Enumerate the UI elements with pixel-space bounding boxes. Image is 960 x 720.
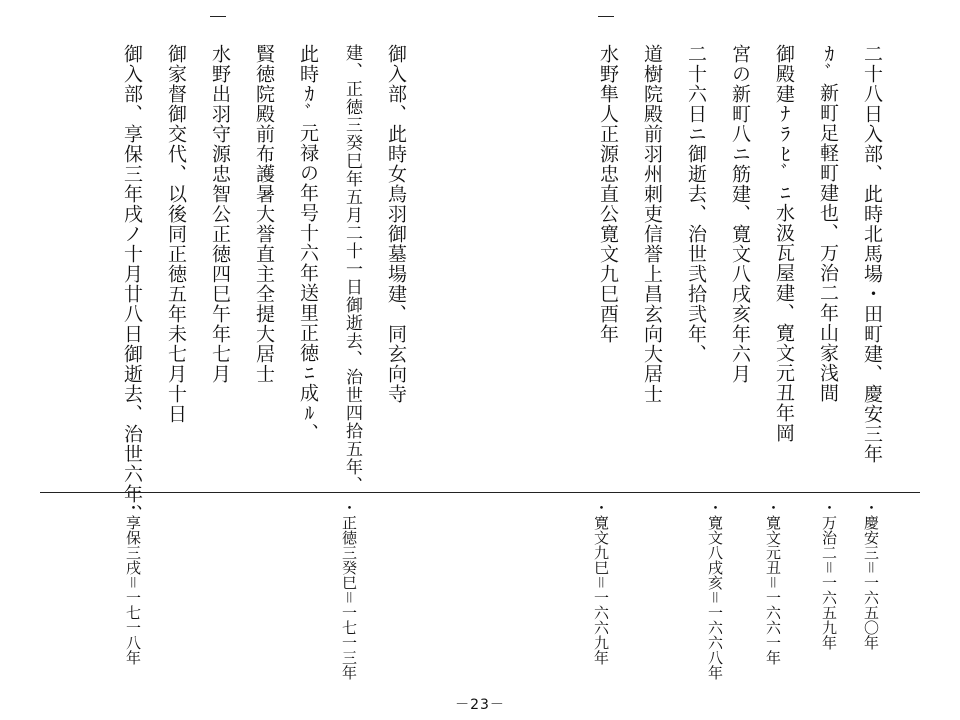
section-dash-right <box>598 16 614 17</box>
note-kanbun-9: ・寛文九巳＝一六六九年 <box>592 500 610 665</box>
text-column-7: 水野隼人正源忠直公寛文九巳酉年 <box>597 44 619 344</box>
note-keian: ・慶安三＝一六五〇年 <box>862 500 880 650</box>
text-column-1: 二十八日入部、此時北馬場・田町建、慶安三年 <box>861 44 883 464</box>
text-column-5: 二十六日ニ御逝去、治世弐拾弐年、 <box>685 44 707 364</box>
page-number: －23－ <box>455 697 505 713</box>
note-manji: ・万治二＝一六五九年 <box>820 500 838 650</box>
section-dash-left <box>210 16 226 17</box>
text-column-9: 建、正徳三癸巳年五月二十一日御逝去、治世四拾五年、 <box>342 44 362 494</box>
note-kyoho: ・享保三戌＝一七一八年 <box>124 500 142 665</box>
text-column-3: 御殿建ﾅﾗﾋﾞﾆ水汲瓦屋建、寛文元丑年岡 <box>773 44 795 443</box>
note-kanbun-1: ・寛文元丑＝一六六一年 <box>764 500 782 665</box>
text-column-8: 御入部、此時女鳥羽御墓場建、同玄向寺 <box>385 44 407 404</box>
text-column-12: 水野出羽守源忠智公正徳四巳午年七月 <box>209 44 231 384</box>
text-column-10: 此時ｶﾞ元禄の年号十六年送里正徳ﾆ成ﾙ、 <box>297 44 319 443</box>
note-kanbun-8: ・寛文八戌亥＝一六六八年 <box>706 500 724 680</box>
footnote-divider <box>40 492 920 493</box>
text-column-13: 御家督御交代、以後同正徳五年未七月十日 <box>165 44 187 424</box>
text-column-4: 宮の新町八ニ筋建、寛文八戌亥年六月 <box>729 44 751 384</box>
text-column-2: ｶﾞ新町足軽町建也、万治二年山家浅間 <box>817 44 839 403</box>
text-column-11: 賢徳院殿前布護暑大誉直主全提大居士 <box>253 44 275 384</box>
text-column-14: 御入部、享保三年戌ノ十月廿八日御逝去、治世六年、 <box>121 44 143 524</box>
text-column-6: 道樹院殿前羽州刺吏信誉上昌玄向大居士 <box>641 44 663 404</box>
note-shotoku: ・正徳三癸巳＝一七一三年 <box>340 500 358 680</box>
